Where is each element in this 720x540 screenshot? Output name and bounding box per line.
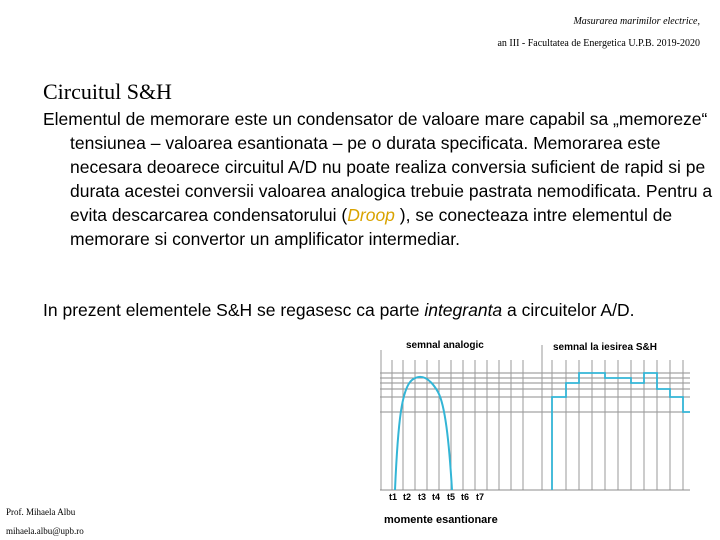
tick-t2: t2	[403, 492, 412, 502]
vertical-grid-output	[542, 345, 683, 490]
analog-signal-curve	[395, 377, 452, 490]
header-course-title: Masurarea marimilor electrice,	[573, 16, 700, 27]
tick-t3: t3	[418, 492, 427, 502]
droop-term: Droop	[347, 205, 395, 225]
vertical-grid-analog	[381, 350, 523, 490]
header-course-info: an III - Facultatea de Energetica U.P.B. 2019-2020	[497, 38, 700, 49]
tick-t4: t4	[432, 492, 441, 502]
tick-t5: t5	[447, 492, 456, 502]
output-signal-label: semnal la iesirea S&H	[553, 342, 657, 353]
paragraph-2-text-a: In prezent elementele S&H se regasesc ca parte	[43, 300, 425, 320]
tick-t7: t7	[476, 492, 485, 502]
footer-email: mihaela.albu@upb.ro	[6, 526, 84, 536]
footer-author: Prof. Mihaela Albu	[6, 507, 76, 517]
tick-t1: t1	[389, 492, 398, 502]
paragraph-1-text-a: Elementul de memorare este un condensator de valoare mare capabil sa „memoreze“ tensiunea – valoarea esantionata – pe o durata specificata. Memorarea este necesara deoarece circuitul A/D nu poate realiza conversia suficient de rapid si pe durata acestei conversii valoarea analogica trebuie pastrata nemodificata. Pentru a evita descarcarea condensatorului (	[43, 109, 713, 225]
integranta-term: integranta	[424, 300, 503, 320]
sampling-moments-label: momente esantionare	[384, 514, 498, 526]
tick-t6: t6	[461, 492, 470, 502]
sample-hold-output-curve	[552, 373, 690, 490]
slide-title: Circuitul S&H	[43, 79, 172, 104]
tick-labels	[389, 492, 484, 502]
paragraph-1-text-b: ), se conecteaza intre elementul de memorare si convertor un amplificator intermediar.	[70, 205, 673, 249]
paragraph-2-text-b: a circuitelor A/D.	[502, 300, 635, 320]
analog-signal-label: semnal analogic	[406, 340, 484, 351]
